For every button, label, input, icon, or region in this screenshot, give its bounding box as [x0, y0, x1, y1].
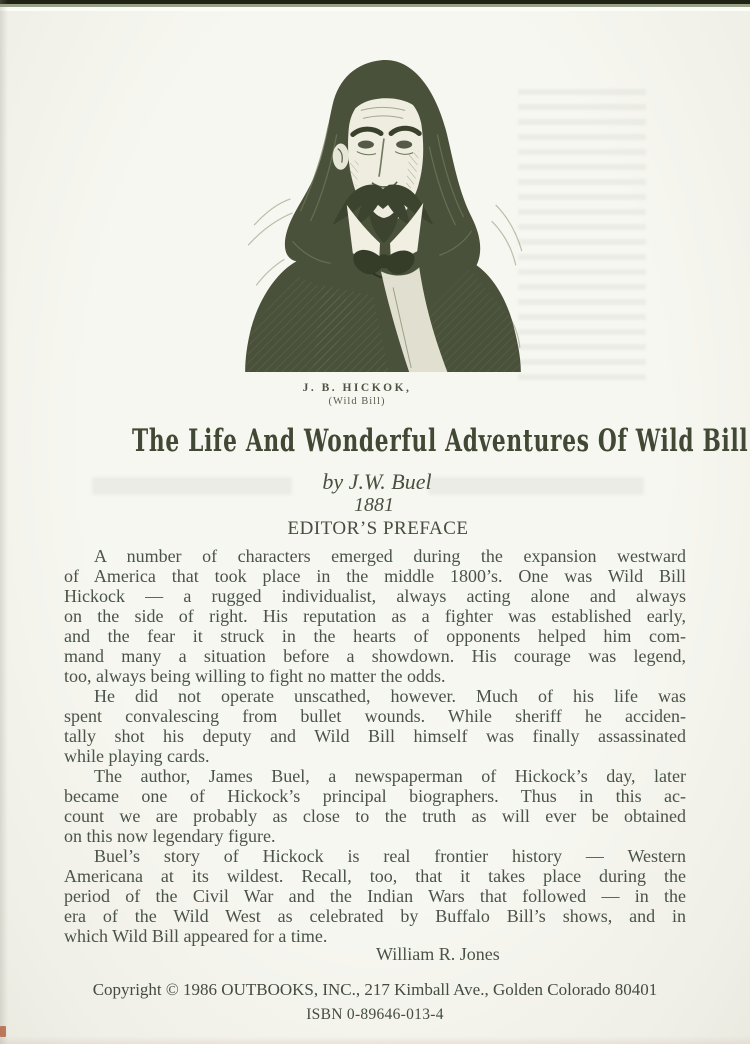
scan-artifact-red-mark: [0, 1026, 6, 1037]
preface-line: of America that took place in the middle 1800’s. One was Wild Bill: [64, 566, 686, 586]
portrait-caption-subtitle: (Wild Bill): [328, 396, 386, 407]
preface-line: period of the Civil War and the Indian Wars that followed — in the: [64, 886, 686, 906]
book-title: [0, 423, 750, 459]
preface-line: spent convalescing from bullet wounds. While sheriff he acciden-: [64, 706, 686, 726]
scan-top-edge-highlight: [0, 7, 750, 11]
isbn-line: ISBN 0-89646-013-4: [306, 1006, 444, 1023]
hickok-portrait-engraving: [232, 54, 534, 378]
preface-line: tally shot his deputy and Wild Bill himself was finally assassinated: [64, 726, 686, 746]
preface-line: era of the Wild West as celebrated by Buffalo Bill’s shows, and in: [64, 906, 686, 926]
editor-signature: William R. Jones: [376, 944, 500, 964]
preface-line: on this now legendary figure.: [64, 826, 276, 846]
author-byline: by J.W. Buel: [322, 469, 432, 494]
scan-bottom-shadow: [0, 1036, 750, 1044]
copyright-line: Copyright © 1986 OUTBOOKS, INC., 217 Kimball Ave., Golden Colorado 80401: [92, 980, 658, 999]
preface-line: and the fear it struck in the hearts of opponents helped him com-: [64, 626, 686, 646]
preface-line: while playing cards.: [64, 746, 210, 766]
preface-line: The author, James Buel, a newspaperman of Hickock’s day, later: [94, 766, 686, 786]
preface-line: He did not operate unscathed, however. Much of his life was: [94, 686, 686, 706]
publication-year: 1881: [354, 494, 394, 516]
preface-line: Americana at its wildest. Recall, too, that it takes place during the: [64, 866, 686, 886]
preface-line: Buel’s story of Hickock is real frontier history — Western: [94, 846, 686, 866]
preface-line: became one of Hickock’s principal biographers. Thus in this ac-: [64, 786, 686, 806]
preface-line: Hickock — a rugged individualist, always acting alone and always: [64, 586, 686, 606]
preface-line: which Wild Bill appeared for a time.: [64, 926, 328, 946]
preface-line: on the side of right. His reputation as a fighter was established early,: [64, 606, 686, 626]
portrait-caption-name: J. B. HICKOK,: [302, 382, 412, 394]
page-showthrough: [518, 88, 646, 380]
preface-body: [64, 546, 686, 946]
book-title-text: The Life And Wonderful Adventures Of Wild Bill: [132, 423, 749, 459]
preface-line: mand many a situation before a showdown. His courage was legend,: [64, 646, 686, 666]
preface-line: too, always being willing to fight no matter the odds.: [64, 666, 446, 686]
preface-heading: EDITOR’S PREFACE: [287, 518, 469, 539]
preface-line: A number of characters emerged during the expansion westward: [94, 546, 686, 566]
preface-line: count we are probably as close to the truth as will ever be obtained: [64, 806, 686, 826]
